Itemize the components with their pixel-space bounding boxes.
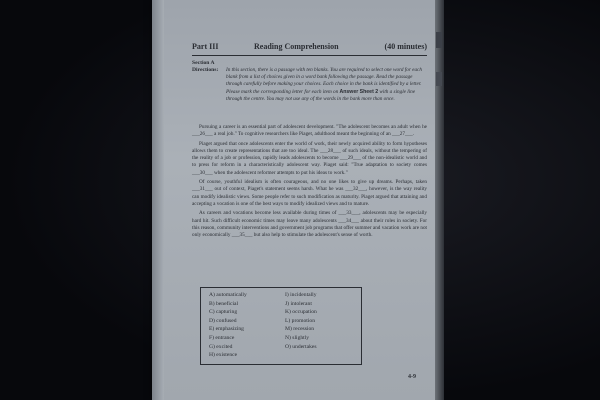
time-limit: (40 minutes) <box>384 42 427 51</box>
word-bank-item: N) slightly <box>285 334 310 341</box>
word-bank-right-column <box>285 291 317 351</box>
word-bank-item: J) intolerant <box>285 300 312 307</box>
part-header <box>192 42 427 56</box>
word-bank-item: L) promotion <box>285 317 315 324</box>
section-label: Section A <box>192 60 215 66</box>
reading-passage <box>192 124 427 241</box>
directions-label: Directions: <box>192 67 219 73</box>
part-label: Part III <box>192 42 219 51</box>
word-bank-item: C) capturing <box>209 309 238 316</box>
word-bank-item: D) confused <box>209 317 237 324</box>
passage-paragraph: Piaget argued that once adolescents enter the world of work, their newly acquired ability to form hypotheses allows them to create representations that are too ideal. The ___28___ of such ideals, without the tempering of the reality of a job or profession, rapidly leads adolescents to become ___29___ of the non-idealistic world and to press for reform in a characteristically adolescent way. Piaget said: "True adaptation to society comes ___30___ when the adolescent reformer attempts to put his ideas to work." <box>192 140 427 176</box>
section-title: Reading Comprehension <box>254 42 339 51</box>
word-bank-item: M) recession <box>285 326 315 333</box>
page-tab <box>436 72 442 86</box>
exam-page <box>152 0 435 400</box>
passage-paragraph: Pursuing a career is an essential part of adolescent development. "The adolescent becomes an adult when he ___26___ a real job." To cognitive researchers like Piaget, adulthood meant the beginning of an ___27___. <box>192 124 427 138</box>
answer-sheet-label: Answer Sheet 2 <box>339 88 379 95</box>
page-tab <box>436 32 442 48</box>
passage-paragraph: As careers and vocations become less available during times of ___33___, adolescents may be especially hard hit. Such difficult economic times may leave many adolescents ___34___ about their roles in society. For this reason, community interventions and government job programs that offer summer and vacation work are not only economically ___35___ but also help to stimulate the adolescent's sense of worth. <box>192 210 427 239</box>
word-bank-item: A) automatically <box>209 292 247 298</box>
word-bank-left-column <box>209 291 247 360</box>
header-rule <box>192 55 427 56</box>
passage-paragraph: Of course, youthful idealism is often courageous, and no one likes to give up dreams. Perhaps, taken ___31___ out of context, Piaget's statement seems harsh. What he was ___32___, however, is the way reality can modify idealistic views. Some people refer to such modification as maturity. Piaget argued that attaining and accepting a vocation is one of the best ways to modify idealized views and to mature. <box>192 179 427 207</box>
directions-text-after: with a single line through the centre. You may not use any of the words in the bank more than once. <box>226 88 416 102</box>
word-bank-item: I) incidentally <box>285 292 317 298</box>
word-bank-item: G) excited <box>209 343 233 350</box>
word-bank-item: H) existence <box>209 352 238 359</box>
directions-text-before: In this section, there is a passage with ten blanks. You are required to select one word for each blank from a list of choices given in a word bank following the passage. Read the passage through carefully before making your choices. Each choice in the bank is identified by a letter. Please mark the corresponding letter for each item on <box>226 67 422 95</box>
directions-text <box>226 67 426 103</box>
word-bank-item: O) undertakes <box>285 343 317 350</box>
page-number: 4-9 <box>408 374 416 380</box>
word-bank-item: E) emphasizing <box>209 326 244 333</box>
word-bank <box>200 287 362 365</box>
book-page-edge <box>435 0 444 400</box>
word-bank-item: B) beneficial <box>209 300 239 307</box>
word-bank-item: K) occupation <box>285 309 317 316</box>
word-bank-item: F) entrance <box>209 334 235 341</box>
